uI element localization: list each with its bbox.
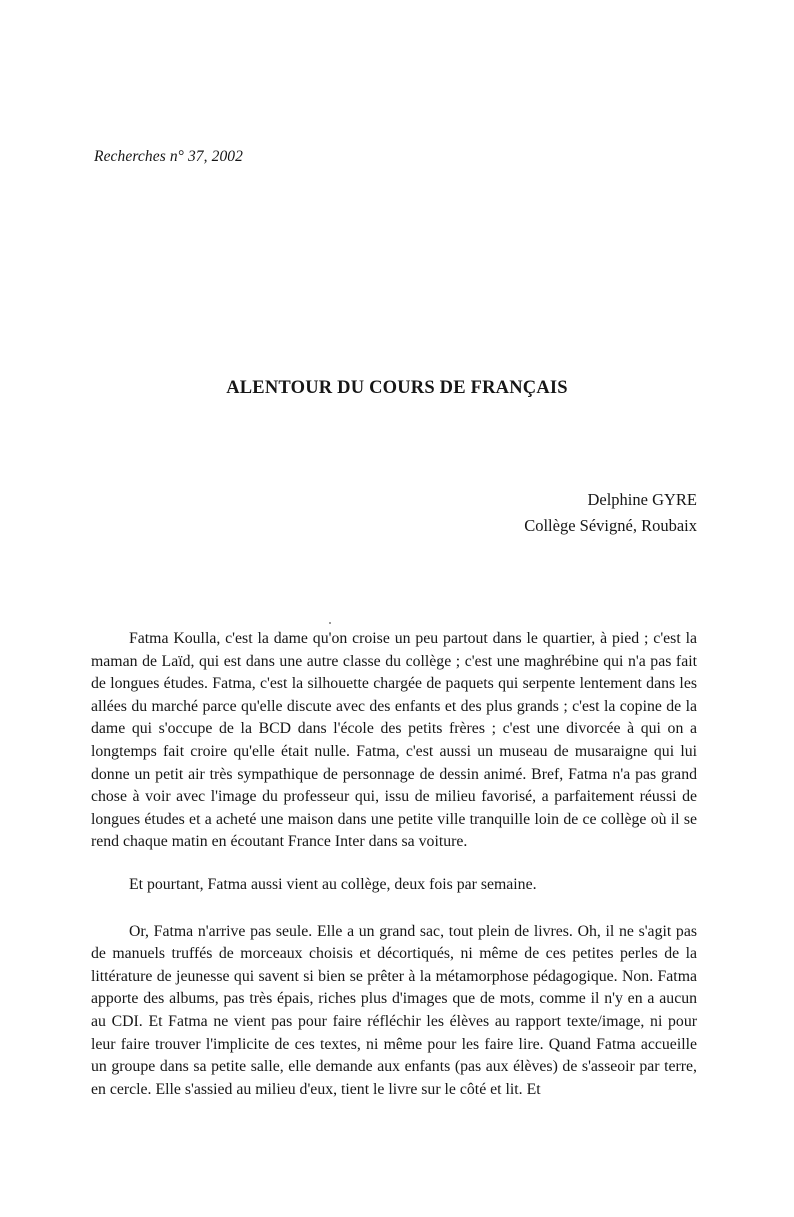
paragraph: Or, Fatma n'arrive pas seule. Elle a un grand sac, tout plein de livres. Oh, il ne s'agit pas de manuels truffés de morceaux choisis et décortiqués, ni même de ces petites perles de la littérature de jeunesse qui savent si bien se prêter à la métamorphose pédagogique. Non. Fatma apporte des albums, pas très épais, riches plus d'images que de mots, comme il n'y en a aucun au CDI. Et Fatma ne vient pas pour faire réfléchir les élèves au rapport texte/image, ni pour leur faire trouver l'implicite de ces textes, ni même pour les faire lire. Quand Fatma accueille un groupe dans sa petite salle, elle demande aux enfants (pas aux élèves) de s'asseoir par terre, en cercle. Elle s'assied au milieu d'eux, tient le livre sur le côté et lit. Et xyxy=(91,922,697,1098)
paragraph: Et pourtant, Fatma aussi vient au collège, deux fois par semaine. xyxy=(129,875,537,893)
article-title-text: ALENTOUR DU COURS DE FRANÇAIS xyxy=(226,378,568,398)
journal-reference: Recherches n° 37, 2002 xyxy=(94,148,244,165)
article-title xyxy=(0,378,794,399)
article-body xyxy=(91,628,697,1123)
author-name: Delphine GYRE xyxy=(587,490,697,509)
author-affiliation: Collège Sévigné, Roubaix xyxy=(524,516,697,535)
author-block xyxy=(524,487,697,539)
scan-speck xyxy=(329,622,331,624)
paragraph: Fatma Koulla, c'est la dame qu'on croise un peu partout dans le quartier, à pied ; c'est la maman de Laïd, qui est dans une autre classe du collège ; c'est une maghrébine qui n'a pas fait de longues études. Fatma, c'est la silhouette chargée de paquets qui serpente lentement dans les allées du marché parce qu'elle discute avec des enfants et des plus grands ; c'est la copine de la dame qui s'occupe de la BCD dans l'école des petits frères ; c'est une divorcée à qui on a longtemps fait croire qu'elle était nulle. Fatma, c'est aussi un museau de musaraigne qui lui donne un petit air très sympathique de personnage de dessin animé. Bref, Fatma n'a pas grand chose à voir avec l'image du professeur qui, issu de milieu favorisé, a parfaitement réussi de longues études et a acheté une maison dans une petite ville tranquille loin de ce collège où il se rend chaque matin en écoutant France Inter dans sa voiture. xyxy=(91,630,697,851)
